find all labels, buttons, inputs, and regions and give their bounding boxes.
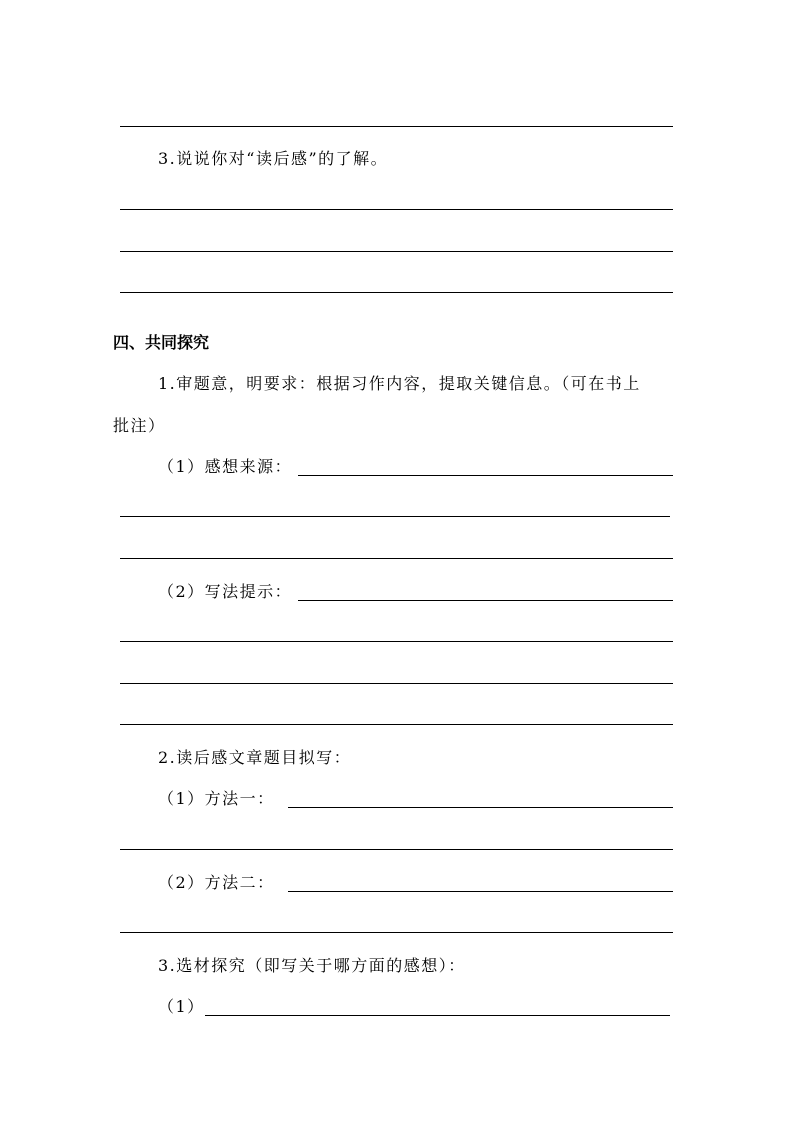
question-3: 3.说说你对“读后感”的了解。 <box>158 149 389 168</box>
fill-in-line <box>298 475 673 476</box>
item-1-sub-2-label: （2）写法提示： <box>158 582 293 601</box>
section-heading: 四、共同探究 <box>113 333 210 352</box>
fill-in-line <box>298 600 673 601</box>
item-1-line-2: 批注） <box>113 416 166 435</box>
item-1-sub-1-label: （1）感想来源： <box>158 457 293 476</box>
answer-line <box>120 558 673 559</box>
answer-line <box>120 126 673 127</box>
answer-line <box>120 724 673 725</box>
item-2-sub-1-label: （1）方法一： <box>158 789 275 808</box>
answer-line <box>120 516 670 517</box>
answer-line <box>120 932 673 933</box>
answer-line <box>120 683 673 684</box>
fill-in-line <box>288 891 673 892</box>
item-3-sub-1-label: （1） <box>158 997 205 1016</box>
answer-line <box>120 849 673 850</box>
item-3-label: 3.选材探究（即写关于哪方面的感想）： <box>158 956 466 975</box>
item-2-sub-2-label: （2）方法二： <box>158 873 275 892</box>
item-2-label: 2.读后感文章题目拟写： <box>158 748 352 767</box>
answer-line <box>120 292 673 293</box>
answer-line <box>120 251 673 252</box>
answer-line <box>120 641 673 642</box>
item-1-line-1: 1.审题意，明要求：根据习作内容，提取关键信息。（可在书上 <box>158 374 641 393</box>
fill-in-line <box>288 807 673 808</box>
answer-line <box>120 209 673 210</box>
fill-in-line <box>205 1015 670 1016</box>
